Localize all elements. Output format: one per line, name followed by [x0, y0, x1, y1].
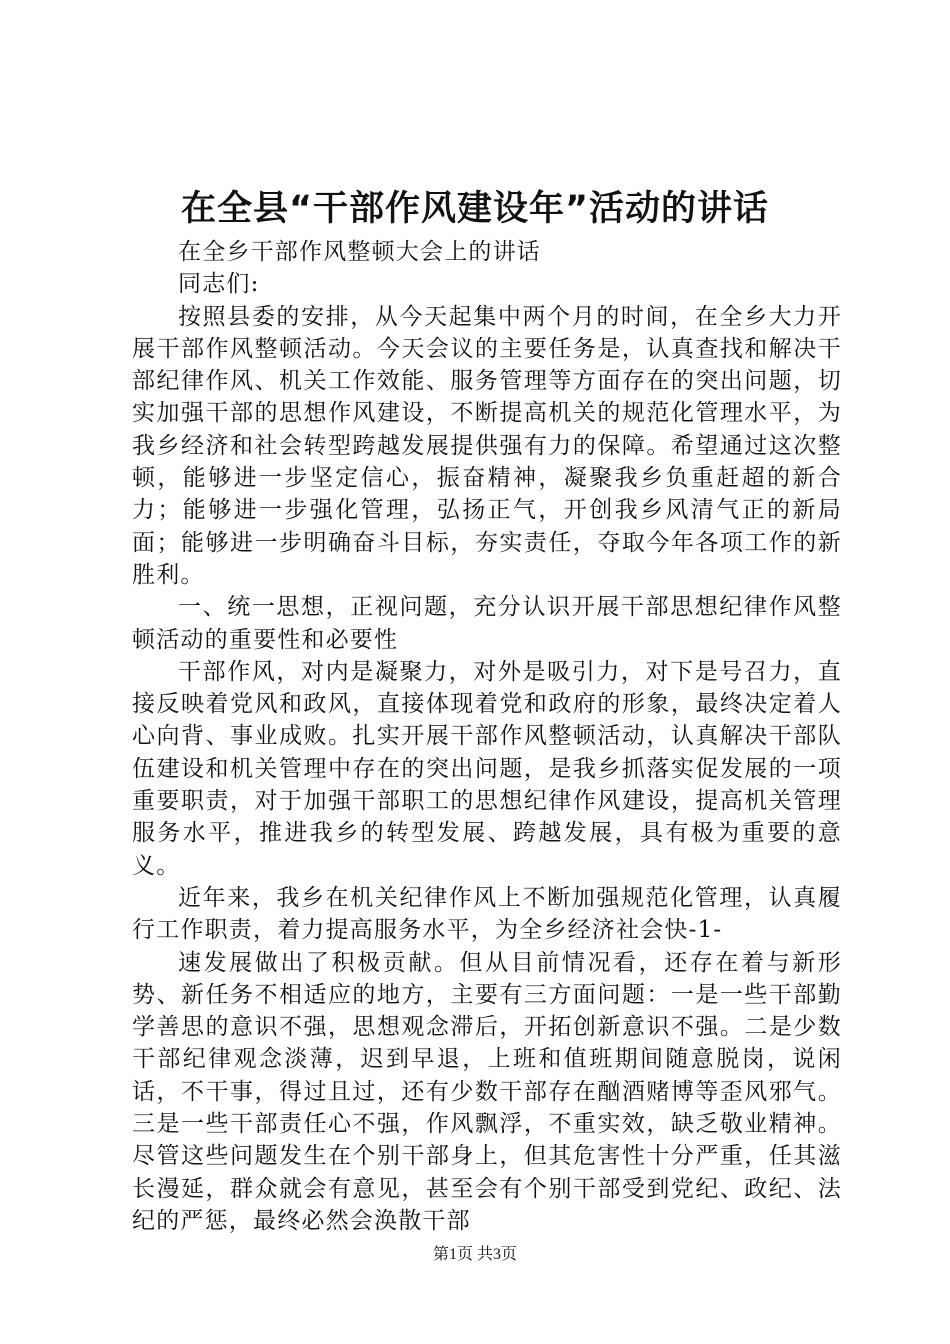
- speech-subtitle: 在全乡干部作风整顿大会上的讲话: [178, 239, 541, 265]
- salutation: 同志们:: [178, 271, 260, 298]
- document-title: 在全县“干部作风建设年”活动的讲话: [180, 189, 769, 229]
- document-body: [132, 236, 842, 1237]
- section-heading-1: 一、统一思想，正视问题，充分认识开展干部思想纪律作风整顿活动的重要性和必要性: [132, 594, 842, 653]
- page-footer: 第1页 共3页: [432, 1246, 517, 1263]
- paragraph-work-style: 干部作风，对内是凝聚力，对外是吸引力，对下是号召力，直接反映着党风和政风，直接体现着党和政府的形象，最终决定着人心向背、事业成败。扎实开展干部作风整顿活动，认真解决干部队伍建设和机关管理中存在的突出问题，是我乡抓落实促发展的一项重要职责，对于加强干部职工的思想纪律作风建设，提高机关管理服务水平，推进我乡的转型发展、跨越发展，具有极为重要的意义。: [132, 658, 842, 879]
- paragraph-problems: 速发展做出了积极贡献。但从目前情况看，还存在着与新形势、新任务不相适应的地方，主要有三方面问题：一是一些干部勤学善思的意识不强，思想观念滞后，开拓创新意识不强。二是少数干部纪律观念淡薄，迟到早退，上班和值班期间随意脱岗，说闲话，不干事，得过且过，还有少数干部存在酗酒赌博等歪风邪气。三是一些干部责任心不强，作风飘浮，不重实效，缺乏敬业精神。尽管这些问题发生在个别干部身上，但其危害性十分严重，任其滋长漫延，群众就会有意见，甚至会有个别干部受到党纪、政纪、法纪的严惩，最终必然会涣散干部: [132, 949, 842, 1234]
- paragraph-recent-years: 近年来，我乡在机关纪律作风上不断加强规范化管理，认真履行工作职责，着力提高服务水平，为全乡经济社会快-1-: [132, 884, 842, 944]
- paragraph-intro: 按照县委的安排，从今天起集中两个月的时间，在全乡大力开展干部作风整顿活动。今天会议的主要任务是，认真查找和解决干部纪律作风、机关工作效能、服务管理等方面存在的突出问题，切实加强干部的思想作风建设，不断提高机关的规范化管理水平，为我乡经济和社会转型跨越发展提供强有力的保障。希望通过这次整顿，能够进一步坚定信心，振奋精神，凝聚我乡负重赶超的新合力；能够进一步强化管理，弘扬正气，开创我乡风清气正的新局面；能够进一步明确奋斗目标，夯实责任，夺取今年各项工作的新胜利。: [132, 303, 842, 588]
